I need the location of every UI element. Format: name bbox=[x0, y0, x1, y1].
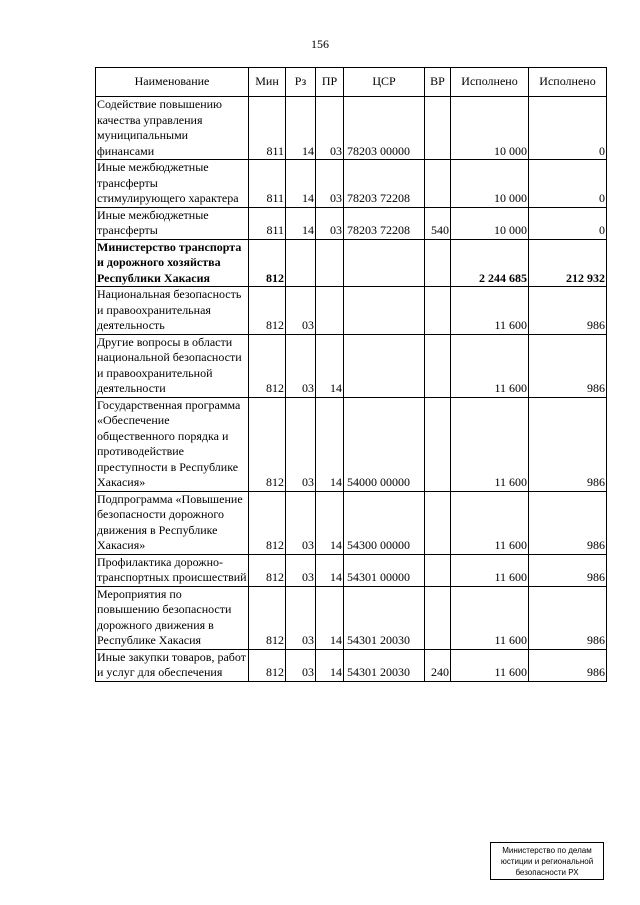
table-header-row bbox=[96, 68, 607, 97]
table-row bbox=[96, 491, 607, 554]
cell-rz: 03 bbox=[286, 334, 316, 397]
cell-min: 812 bbox=[249, 397, 286, 491]
cell-name: Подпрограмма «Повышение безопасности дорожного движения в Республике Хакасия» bbox=[96, 491, 249, 554]
cell-min: 811 bbox=[249, 160, 286, 208]
cell-executed-1: 11 600 bbox=[451, 287, 529, 335]
stamp bbox=[490, 842, 604, 880]
cell-pr: 03 bbox=[316, 97, 344, 160]
cell-name: Профилактика дорожно-транспортных происшествий bbox=[97, 554, 247, 584]
cell-csr bbox=[344, 334, 425, 397]
stamp-line: юстиции и региональной bbox=[500, 857, 594, 866]
table-row bbox=[96, 397, 607, 491]
budget-table-body bbox=[96, 97, 607, 682]
cell-rz: 03 bbox=[286, 397, 316, 491]
cell-name: Национальная безопасность и правоохранительная деятельность bbox=[96, 287, 249, 335]
cell-min: 812 bbox=[249, 287, 286, 335]
cell-executed-2: 212 932 bbox=[529, 239, 607, 287]
cell-executed-2: 986 bbox=[529, 287, 607, 335]
cell-pr: 14 bbox=[316, 554, 344, 586]
cell-pr: 03 bbox=[316, 160, 344, 208]
budget-table bbox=[95, 67, 607, 682]
cell-csr: 78203 72208 bbox=[344, 160, 425, 208]
cell-min: 812 bbox=[249, 491, 286, 554]
cell-executed-2: 986 bbox=[529, 334, 607, 397]
cell-executed-2: 986 bbox=[529, 649, 607, 681]
cell-executed-2: 986 bbox=[529, 586, 607, 649]
table-row bbox=[96, 554, 607, 586]
cell-executed-1: 11 600 bbox=[451, 491, 529, 554]
table-row bbox=[96, 207, 607, 239]
cell-csr: 78203 00000 bbox=[344, 97, 425, 160]
table-row bbox=[96, 334, 607, 397]
cell-pr: 14 bbox=[316, 397, 344, 491]
cell-pr bbox=[316, 239, 344, 287]
table-row bbox=[96, 160, 607, 208]
cell-vr bbox=[425, 160, 451, 208]
cell-min: 812 bbox=[249, 554, 286, 586]
cell-executed-1: 2 244 685 bbox=[451, 239, 529, 287]
stamp-line: безопасности РХ bbox=[515, 868, 579, 877]
header-rz: Рз bbox=[286, 68, 316, 97]
cell-vr bbox=[425, 397, 451, 491]
cell-csr: 54300 00000 bbox=[344, 491, 425, 554]
cell-name: Иные межбюджетные трансферты стимулирующего характера bbox=[96, 160, 249, 208]
cell-vr bbox=[425, 586, 451, 649]
header-pr: ПР bbox=[316, 68, 344, 97]
cell-csr: 78203 72208 bbox=[344, 207, 425, 239]
cell-csr: 54301 00000 bbox=[344, 554, 425, 586]
cell-vr bbox=[425, 334, 451, 397]
cell-vr: 540 bbox=[425, 207, 451, 239]
cell-pr: 03 bbox=[316, 207, 344, 239]
table-row bbox=[96, 287, 607, 335]
cell-rz: 03 bbox=[286, 586, 316, 649]
cell-vr bbox=[425, 239, 451, 287]
cell-executed-1: 10 000 bbox=[451, 97, 529, 160]
cell-vr bbox=[425, 97, 451, 160]
cell-rz: 03 bbox=[286, 287, 316, 335]
cell-min: 812 bbox=[249, 239, 286, 287]
cell-pr: 14 bbox=[316, 491, 344, 554]
cell-name: Мероприятия по повышению безопасности дорожного движения в Республике Хакасия bbox=[96, 586, 249, 649]
cell-executed-2: 986 bbox=[529, 397, 607, 491]
stamp-line: Министерство по делам bbox=[502, 846, 592, 855]
cell-rz: 03 bbox=[286, 554, 316, 586]
cell-executed-2: 986 bbox=[529, 554, 607, 586]
cell-csr: 54301 20030 bbox=[344, 649, 425, 681]
header-executed-2: Исполнено bbox=[529, 68, 607, 97]
cell-rz: 14 bbox=[286, 160, 316, 208]
cell-vr bbox=[425, 491, 451, 554]
cell-min: 811 bbox=[249, 97, 286, 160]
cell-min: 812 bbox=[249, 334, 286, 397]
cell-vr bbox=[425, 554, 451, 586]
table-row bbox=[96, 239, 607, 287]
cell-rz: 14 bbox=[286, 207, 316, 239]
cell-executed-2: 0 bbox=[529, 160, 607, 208]
cell-vr bbox=[425, 287, 451, 335]
cell-name: Государственная программа «Обеспечение общественного порядка и противодействие преступности в Республике Хакасия» bbox=[96, 397, 249, 491]
cell-executed-1: 10 000 bbox=[451, 160, 529, 208]
cell-pr bbox=[316, 287, 344, 335]
cell-name: Иные межбюджетные трансферты bbox=[96, 207, 249, 239]
cell-executed-1: 11 600 bbox=[451, 586, 529, 649]
cell-pr: 14 bbox=[316, 649, 344, 681]
cell-csr bbox=[344, 239, 425, 287]
header-executed-1: Исполнено bbox=[451, 68, 529, 97]
header-name: Наименование bbox=[96, 68, 249, 97]
cell-vr: 240 bbox=[425, 649, 451, 681]
header-vr: ВР bbox=[425, 68, 451, 97]
cell-rz: 03 bbox=[286, 491, 316, 554]
cell-csr: 54301 20030 bbox=[344, 586, 425, 649]
cell-executed-1: 11 600 bbox=[451, 334, 529, 397]
cell-csr: 54000 00000 bbox=[344, 397, 425, 491]
cell-executed-2: 0 bbox=[529, 207, 607, 239]
cell-name: Другие вопросы в области национальной безопасности и правоохранительной деятельности bbox=[96, 334, 249, 397]
cell-executed-1: 11 600 bbox=[451, 554, 529, 586]
cell-name: Содействие повышению качества управления муниципальными финансами bbox=[96, 97, 249, 160]
cell-pr: 14 bbox=[316, 586, 344, 649]
cell-pr: 14 bbox=[316, 334, 344, 397]
table-row bbox=[96, 649, 607, 681]
cell-rz: 03 bbox=[286, 649, 316, 681]
cell-name: Иные закупки товаров, работ и услуг для обеспечения bbox=[96, 649, 249, 681]
cell-executed-2: 986 bbox=[529, 491, 607, 554]
cell-csr bbox=[344, 287, 425, 335]
table-row bbox=[96, 97, 607, 160]
cell-executed-1: 10 000 bbox=[451, 207, 529, 239]
cell-rz bbox=[286, 239, 316, 287]
header-min: Мин bbox=[249, 68, 286, 97]
table-row bbox=[96, 586, 607, 649]
cell-min: 812 bbox=[249, 649, 286, 681]
cell-rz: 14 bbox=[286, 97, 316, 160]
cell-executed-1: 11 600 bbox=[451, 649, 529, 681]
cell-name: Министерство транспорта и дорожного хозяйства Республики Хакасия bbox=[96, 239, 249, 287]
cell-min: 811 bbox=[249, 207, 286, 239]
header-csr: ЦСР bbox=[344, 68, 425, 97]
cell-executed-1: 11 600 bbox=[451, 397, 529, 491]
cell-min: 812 bbox=[249, 586, 286, 649]
page-number: 156 bbox=[311, 37, 329, 51]
cell-executed-2: 0 bbox=[529, 97, 607, 160]
